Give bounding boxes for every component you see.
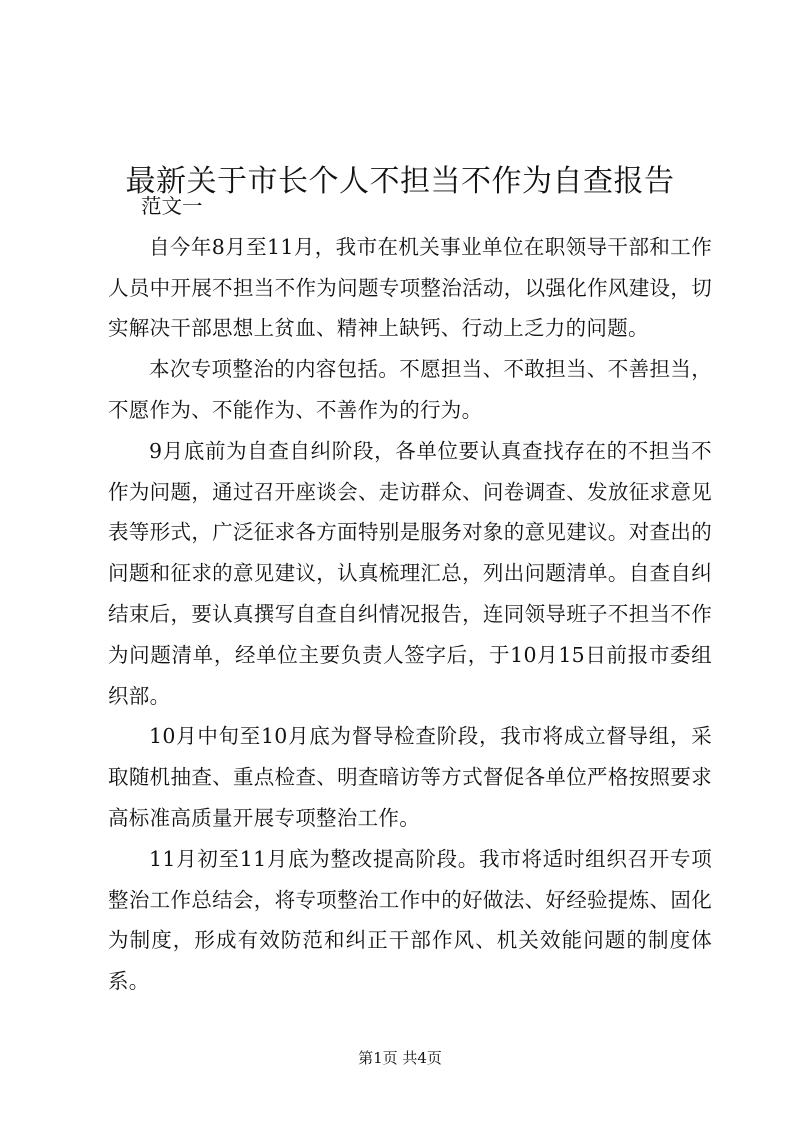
paragraph-2: 本次专项整治的内容包括。不愿担当、不敢担当、不善担当，不愿作为、不能作为、不善作为的行为。 — [108, 357, 712, 422]
page-footer: 第1页 共4页 — [358, 1049, 442, 1067]
paragraph-4: 10月中旬至10月底为督导检查阶段，我市将成立督导组，采取随机抽查、重点检查、明查暗访等方式督促各单位严格按照要求高标准高质量开展专项整治工作。 — [108, 724, 712, 830]
paragraph-3: 9月底前为自查自纠阶段，各单位要认真查找存在的不担当不作为问题，通过召开座谈会、走访群众、问卷调查、发放征求意见表等形式，广泛征求各方面特别是服务对象的意见建议。对查出的问题和征求的意见建议，认真梳理汇总，列出问题清单。自查自纠结束后，要认真撰写自查自纠情况报告，连同领导班子不担当不作为问题清单，经单位主要负责人签字后，于10月15日前报市委组织部。 — [108, 438, 712, 708]
paragraph-5: 11月初至11月底为整改提高阶段。我市将适时组织召开专项整治工作总结会，将专项整治工作中的好做法、好经验提炼、固化为制度，形成有效防范和纠正干部作风、机关效能问题的制度体系。 — [108, 846, 712, 994]
paragraph-1: 自今年8月至11月，我市在机关事业单位在职领导干部和工作人员中开展不担当不作为问题专项整治活动，以强化作风建设，切实解决干部思想上贫血、精神上缺钙、行动上乏力的问题。 — [108, 234, 712, 341]
document-subtitle: 范文一 — [141, 194, 203, 218]
document-title: 最新关于市长个人不担当不作为自查报告 — [125, 164, 675, 200]
document-body — [108, 186, 712, 1002]
